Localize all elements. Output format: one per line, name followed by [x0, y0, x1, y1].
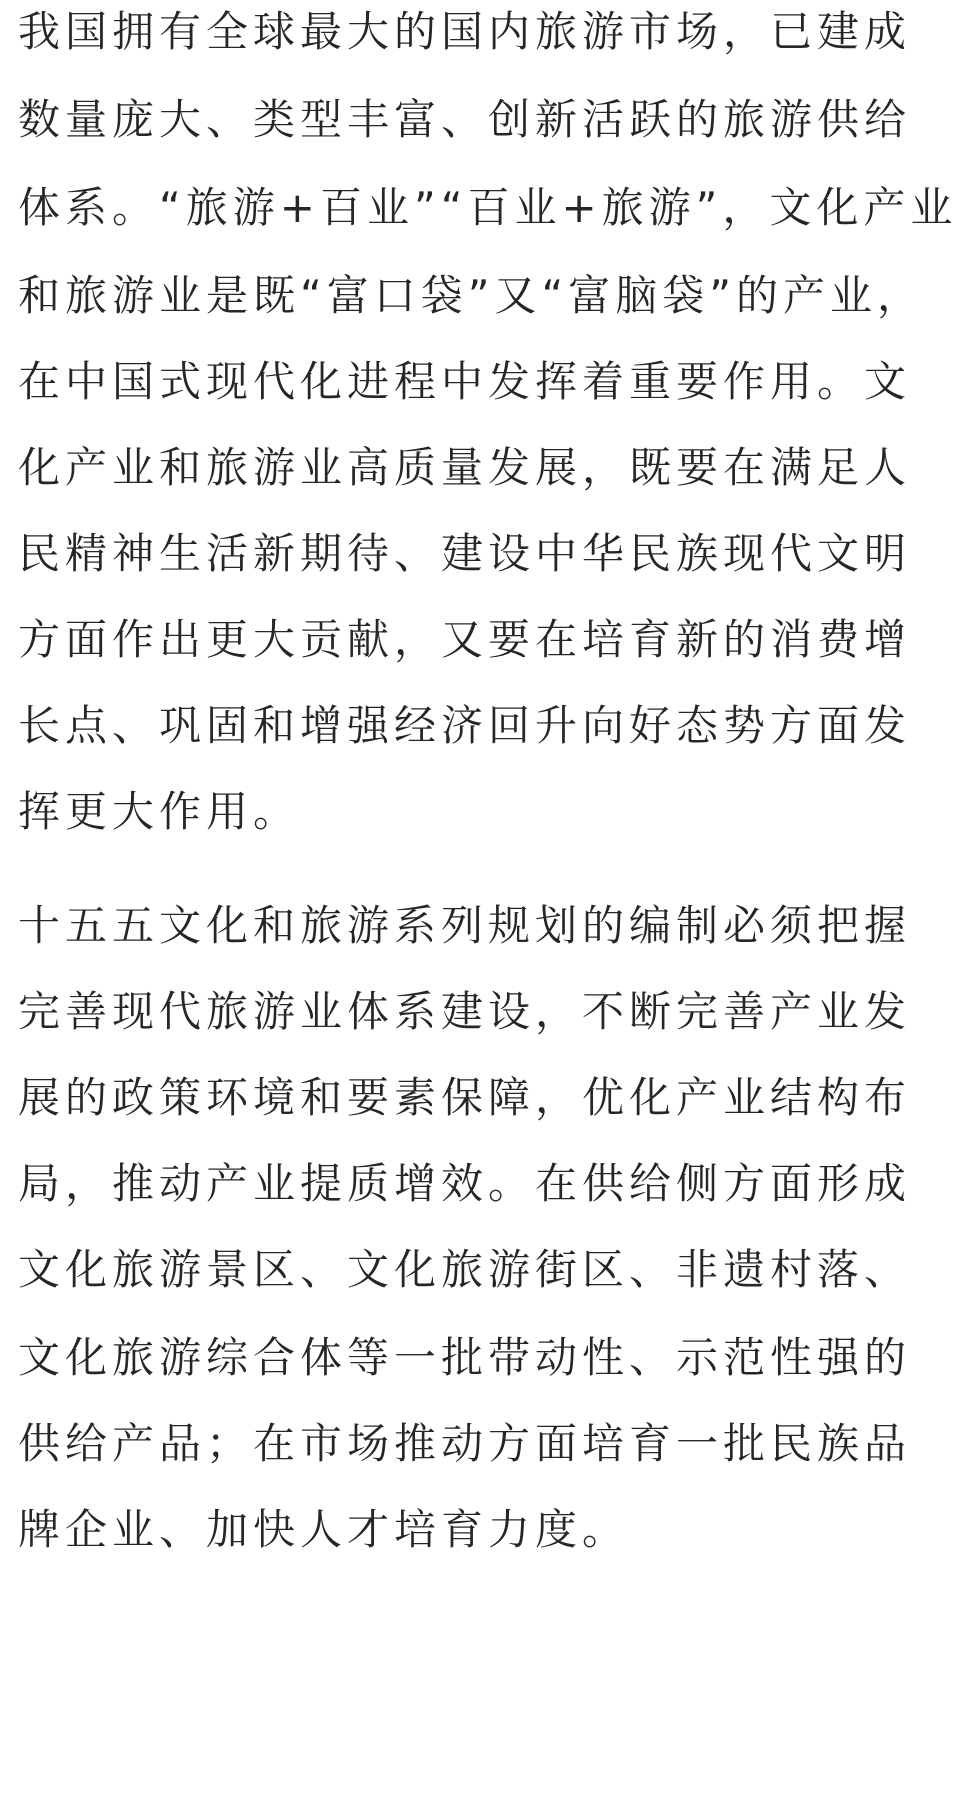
paragraph-line: 牌企业、加快人才培育力度。 [18, 1505, 630, 1554]
paragraph-line: 数量庞大、类型丰富、创新活跃的旅游供给 [18, 95, 912, 144]
paragraph-line: 化产业和旅游业高质量发展，既要在满足人 [18, 443, 912, 492]
paragraph-line: 我国拥有全球最大的国内旅游市场，已建成 [18, 7, 912, 56]
paragraph-line: 十五五文化和旅游系列规划的编制必须把握 [18, 901, 912, 950]
paragraph-line: 在中国式现代化进程中发挥着重要作用。文 [18, 357, 912, 406]
paragraph-line: 和旅游业是既“富口袋”又“富脑袋”的产业， [18, 271, 925, 320]
paragraph-line: 展的政策环境和要素保障，优化产业结构布 [18, 1073, 912, 1122]
paragraph-line: 文化旅游景区、文化旅游街区、非遗村落、 [18, 1245, 912, 1294]
paragraph-line: 局，推动产业提质增效。在供给侧方面形成 [18, 1159, 912, 1208]
paragraph-line: 方面作出更大贡献，又要在培育新的消费增 [18, 615, 912, 664]
paragraph-line: 完善现代旅游业体系建设，不断完善产业发 [18, 987, 912, 1036]
paragraph-line: 体系。“旅游+百业”“百业+旅游”，文化产业 [18, 183, 958, 232]
paragraph-line: 挥更大作用。 [18, 787, 301, 836]
paragraph-line: 文化旅游综合体等一批带动性、示范性强的 [18, 1333, 912, 1382]
paragraph-line: 长点、巩固和增强经济回升向好态势方面发 [18, 701, 912, 750]
paragraph-line: 民精神生活新期待、建设中华民族现代文明 [18, 529, 912, 578]
paragraph-line: 供给产品；在市场推动方面培育一批民族品 [18, 1419, 912, 1468]
